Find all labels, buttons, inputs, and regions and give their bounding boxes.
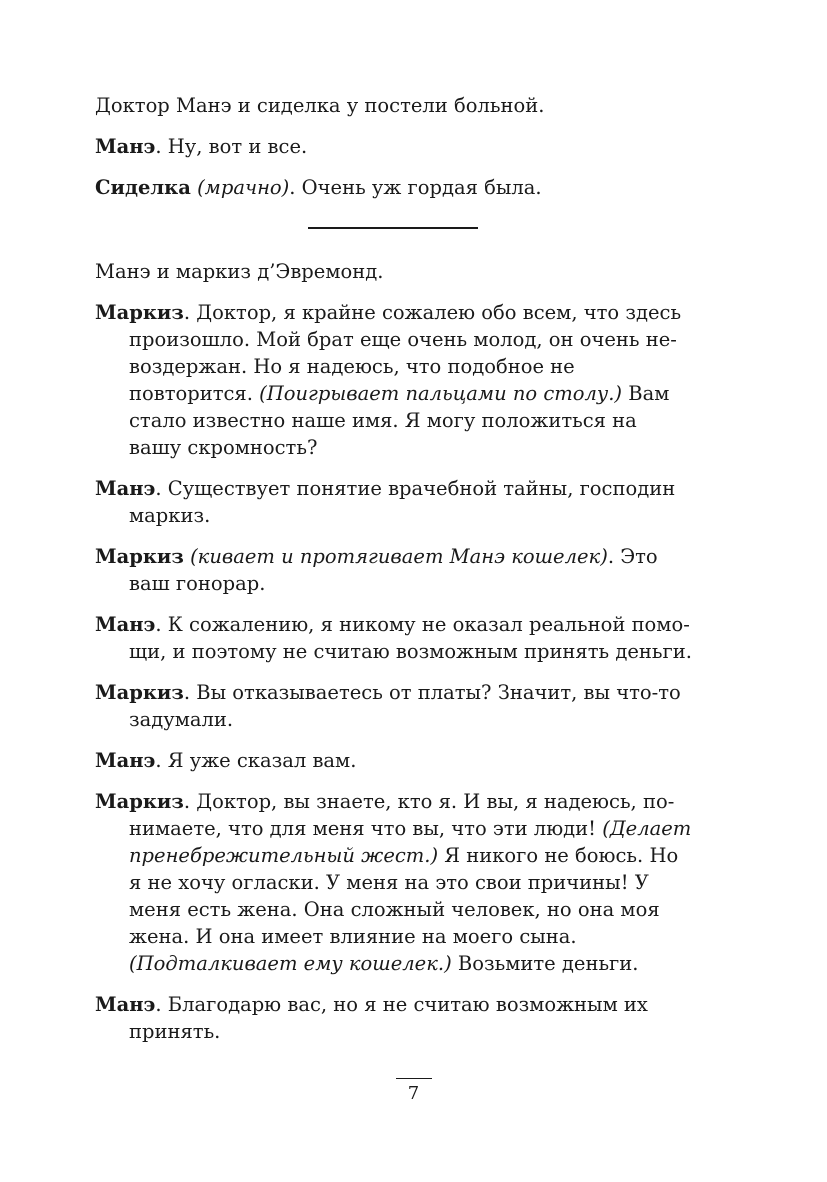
dialogue-line — [95, 611, 695, 665]
speaker-name: Манэ — [95, 749, 156, 772]
stage-direction-2: Манэ и маркиз д’Эвремонд. — [95, 260, 384, 283]
stage-remark: (кивает и протягивает Манэ кошелек) — [190, 545, 608, 568]
page-body — [95, 92, 695, 1059]
line-text: . К сожалению, я никому не оказал реальной помощи, и поэтому не считаю возможным принять деньги. — [129, 613, 692, 663]
dialogue-line — [95, 543, 695, 597]
speaker-name: Маркиз — [95, 545, 184, 568]
line-text: . Очень уж гордая была. — [289, 176, 542, 199]
speaker-name: Маркиз — [95, 301, 184, 324]
speaker-name: Сиделка — [95, 176, 191, 199]
line-text: Я никого не боюсь. Но я не хочу огласки. У меня на это свои причины! У меня есть жена. Она сложный человек, но она моя жена. И она имеет влияние на моего сына. — [129, 844, 679, 948]
dialogue-line — [95, 991, 695, 1045]
speaker-name: Манэ — [95, 477, 156, 500]
dialogue-line — [95, 475, 695, 529]
page-number: 7 — [407, 1083, 420, 1104]
stage-remark: (Делает пренебрежительный жест.) — [129, 817, 692, 867]
line-text: . Это ваш гонорар. — [129, 545, 658, 595]
line-text: . Доктор, вы знаете, кто я. И вы, я надеюсь, понимаете, что для меня что вы, что эти люди! — [129, 790, 675, 840]
speaker-name: Маркиз — [95, 681, 184, 704]
dialogue-line — [95, 788, 695, 977]
speaker-name: Манэ — [95, 135, 156, 158]
line-text: . Я уже сказал вам. — [155, 749, 357, 772]
line-text: . Существует понятие врачебной тайны, господин маркиз. — [129, 477, 676, 527]
speaker-name: Манэ — [95, 613, 156, 636]
line-text: Вам стало известно наше имя. Я могу положиться на вашу скромность? — [129, 382, 670, 459]
dialogue-line — [95, 679, 695, 733]
line-text: . Доктор, я крайне сожалею обо всем, что здесь произошло. Мой брат еще очень молод, он очень невоздержан. Но я надеюсь, что подобное не повторится. — [129, 301, 682, 405]
stage-remark: (мрачно) — [197, 176, 290, 199]
line-text: . Ну, вот и все. — [155, 135, 308, 158]
speaker-name: Маркиз — [95, 790, 184, 813]
dialogue-line — [95, 299, 695, 461]
stage-remark: (Подталкивает ему кошелек.) — [129, 952, 452, 975]
page-footer — [0, 1078, 827, 1104]
line-text: Возьмите деньги. — [451, 952, 639, 975]
stage-direction-1: Доктор Манэ и сиделка у постели больной. — [95, 94, 545, 117]
line-text: . Благодарю вас, но я не считаю возможным их принять. — [129, 993, 648, 1043]
scene-divider — [308, 227, 478, 229]
dialogue-line — [95, 174, 695, 201]
dialogue-line — [95, 133, 695, 160]
dialogue-line — [95, 747, 695, 774]
stage-remark: (Поигрывает пальцами по столу.) — [259, 382, 623, 405]
footer-divider — [396, 1078, 432, 1079]
line-text: . Вы отказываетесь от платы? Значит, вы что-то задумали. — [129, 681, 681, 731]
speaker-name: Манэ — [95, 993, 156, 1016]
